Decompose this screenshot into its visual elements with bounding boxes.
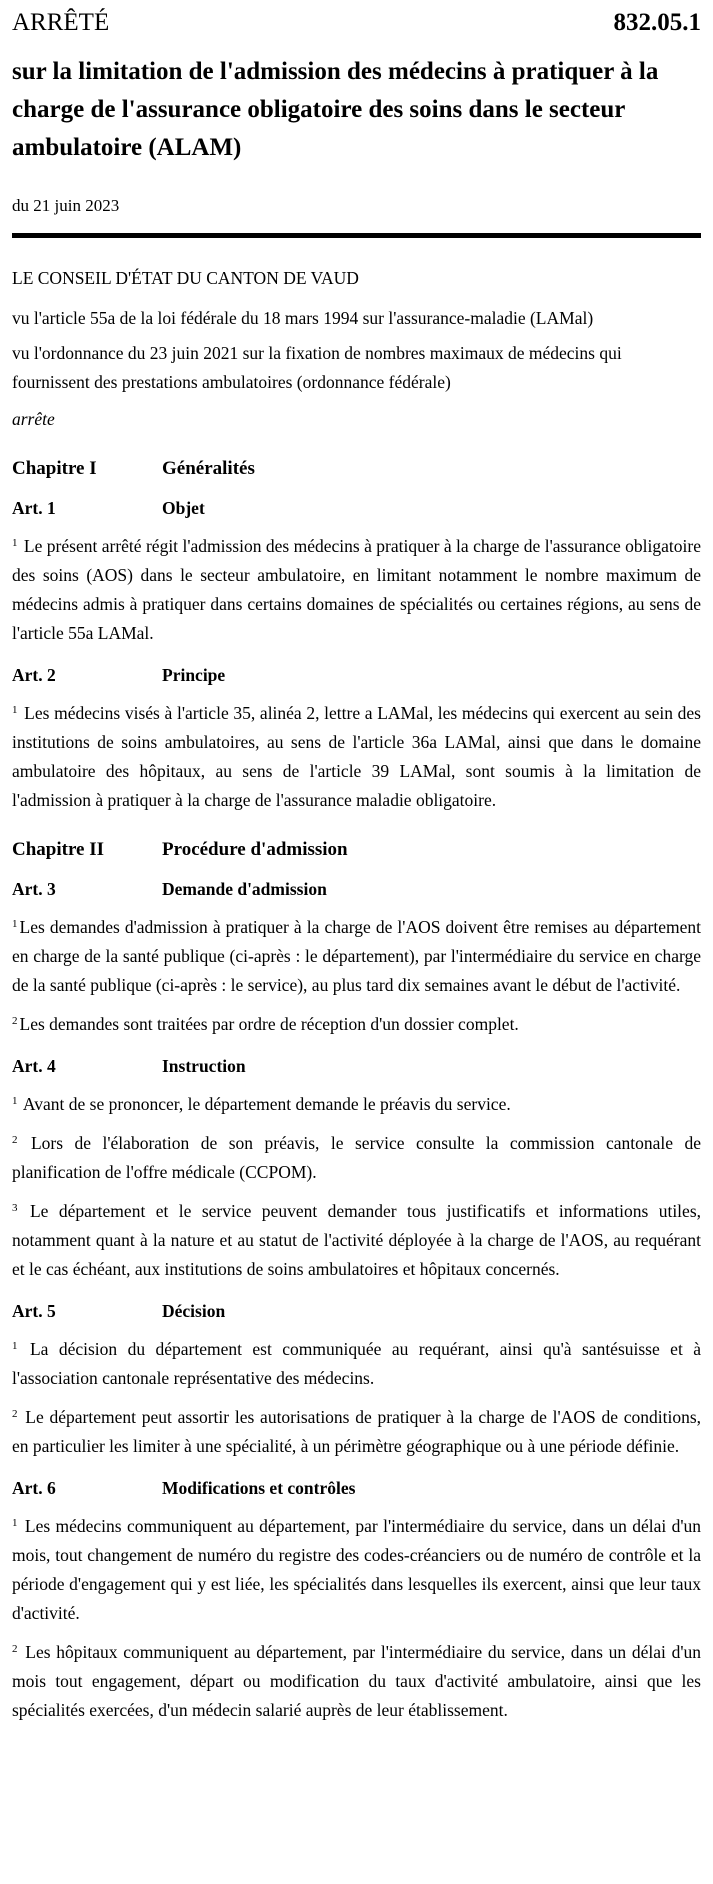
- act-date: du 21 juin 2023: [12, 196, 120, 215]
- article-number: Art. 3: [12, 879, 56, 899]
- article-paragraph: [12, 699, 701, 815]
- paragraph-text: Les hôpitaux communiquent au département, par l'intermédiaire du service, dans un délai d'un mois tout engagement, départ ou modification du taux d'activité ambulatoire, ainsi que les spécialités exercées, d'un médecin salarié auprès de leur établissement.: [12, 1642, 702, 1720]
- chapter-heading: [12, 457, 701, 481]
- header-divider: [12, 233, 701, 238]
- article-heading: [12, 878, 701, 900]
- article-title: Demande d'admission: [162, 879, 327, 899]
- document-header: [12, 8, 701, 38]
- paragraph-text: La décision du département est communiquée au requérant, ainsi qu'à santésuisse et à l'association cantonale représentative des médecins.: [12, 1339, 702, 1388]
- paragraph-text: Le département peut assortir les autorisations de pratiquer à la charge de l'AOS de conditions, en particulier les limiter à une spécialité, à un périmètre géographique ou à une période définie.: [12, 1407, 702, 1456]
- article-title: Instruction: [162, 1056, 246, 1076]
- article-title: Objet: [162, 498, 205, 518]
- article-paragraph: [12, 913, 701, 1000]
- paragraph-number: 2: [12, 1408, 18, 1420]
- article-heading: [12, 497, 701, 519]
- act-type: ARRÊTÉ: [12, 9, 110, 36]
- article-paragraph: [12, 1403, 701, 1461]
- paragraph-number: 1: [12, 1517, 18, 1529]
- article-heading: [12, 664, 701, 686]
- article-paragraph: [12, 1197, 701, 1284]
- act-title: sur la limitation de l'admission des médecins à pratiquer à la charge de l'assurance obligatoire des soins dans le secteur ambulatoire (ALAM): [12, 58, 659, 161]
- article-number: Art. 6: [12, 1478, 56, 1498]
- paragraph-number: 3: [12, 1202, 18, 1214]
- legal-basis-1: vu l'article 55a de la loi fédérale du 18 mars 1994 sur l'assurance-maladie (LAMal): [12, 308, 594, 328]
- article-paragraph: [12, 532, 701, 648]
- issuing-authority: LE CONSEIL D'ÉTAT DU CANTON DE VAUD: [12, 268, 359, 288]
- article-title: Principe: [162, 665, 226, 685]
- chapter-title: Généralités: [162, 458, 255, 479]
- paragraph-number: 2: [12, 1134, 18, 1146]
- paragraph-text: Avant de se prononcer, le département demande le préavis du service.: [22, 1094, 511, 1114]
- paragraph-number: 1: [12, 918, 18, 930]
- article-paragraph: [12, 1638, 701, 1725]
- chapter-number: Chapitre II: [12, 839, 105, 860]
- article-heading: [12, 1300, 701, 1322]
- paragraph-number: 2: [12, 1643, 18, 1655]
- paragraph-number: 1: [12, 537, 18, 549]
- enacting-word: arrête: [12, 409, 55, 429]
- paragraph-text: Les demandes sont traitées par ordre de réception d'un dossier complet.: [19, 1014, 519, 1034]
- article-number: Art. 5: [12, 1301, 56, 1321]
- paragraph-text: Lors de l'élaboration de son préavis, le service consulte la commission cantonale de planification de l'offre médicale (CCPOM).: [12, 1133, 702, 1182]
- paragraph-number: 2: [12, 1015, 18, 1027]
- article-heading: [12, 1055, 701, 1077]
- article-paragraph: [12, 1512, 701, 1628]
- paragraph-number: 1: [12, 704, 18, 716]
- act-number: 832.05.1: [613, 9, 701, 36]
- legal-basis-2: vu l'ordonnance du 23 juin 2021 sur la fixation de nombres maximaux de médecins qui fournissent des prestations ambulatoires (ordonnance fédérale): [12, 343, 622, 392]
- paragraph-number: 1: [12, 1340, 18, 1352]
- paragraph-text: Les demandes d'admission à pratiquer à la charge de l'AOS doivent être remises au département en charge de la santé publique (ci-après : le département), par l'intermédiaire du service en charge de la santé publique (ci-après : le service), au plus tard dix semaines avant le début de l'activité.: [12, 917, 701, 995]
- chapter-heading: [12, 838, 701, 862]
- article-paragraph: [12, 1010, 701, 1039]
- article-paragraph: [12, 1335, 701, 1393]
- paragraph-text: Le département et le service peuvent demander tous justificatifs et informations utiles, notamment quant à la nature et au statut de l'activité déployée à la charge de l'AOS, au requérant et le cas échéant, aux institutions de soins ambulatoires et hôpitaux concernés.: [12, 1201, 702, 1279]
- article-paragraph: [12, 1129, 701, 1187]
- article-number: Art. 4: [12, 1056, 56, 1076]
- article-paragraph: [12, 1090, 701, 1119]
- article-heading: [12, 1477, 701, 1499]
- paragraph-number: 1: [12, 1095, 18, 1107]
- article-number: Art. 1: [12, 498, 56, 518]
- paragraph-text: Les médecins communiquent au département, par l'intermédiaire du service, dans un délai d'un mois, tout changement de numéro du registre des codes-créanciers ou de numéro de contrôle et la période d'engagement qui y est liée, les spécialités dans lesquelles ils exercent, ainsi que leur taux d'activité.: [12, 1516, 702, 1623]
- article-title: Modifications et contrôles: [162, 1478, 356, 1498]
- paragraph-text: Le présent arrêté régit l'admission des médecins à pratiquer à la charge de l'assurance obligatoire des soins (AOS) dans le secteur ambulatoire, en limitant notamment le nombre maximum de médecins admis à pratiquer dans certains domaines de spécialités ou certaines régions, au sens de l'article 55a LAMal.: [12, 536, 701, 643]
- chapter-title: Procédure d'admission: [162, 839, 348, 860]
- chapter-number: Chapitre I: [12, 458, 97, 479]
- article-title: Décision: [162, 1301, 226, 1321]
- article-number: Art. 2: [12, 665, 56, 685]
- paragraph-text: Les médecins visés à l'article 35, alinéa 2, lettre a LAMal, les médecins qui exercent au sein des institutions de soins ambulatoires, au sens de l'article 36a LAMal, ainsi que dans le domaine ambulatoire des hôpitaux, au sens de l'article 39 LAMal, sont soumis à la limitation de l'admission à pratiquer à la charge de l'assurance maladie obligatoire.: [12, 703, 701, 810]
